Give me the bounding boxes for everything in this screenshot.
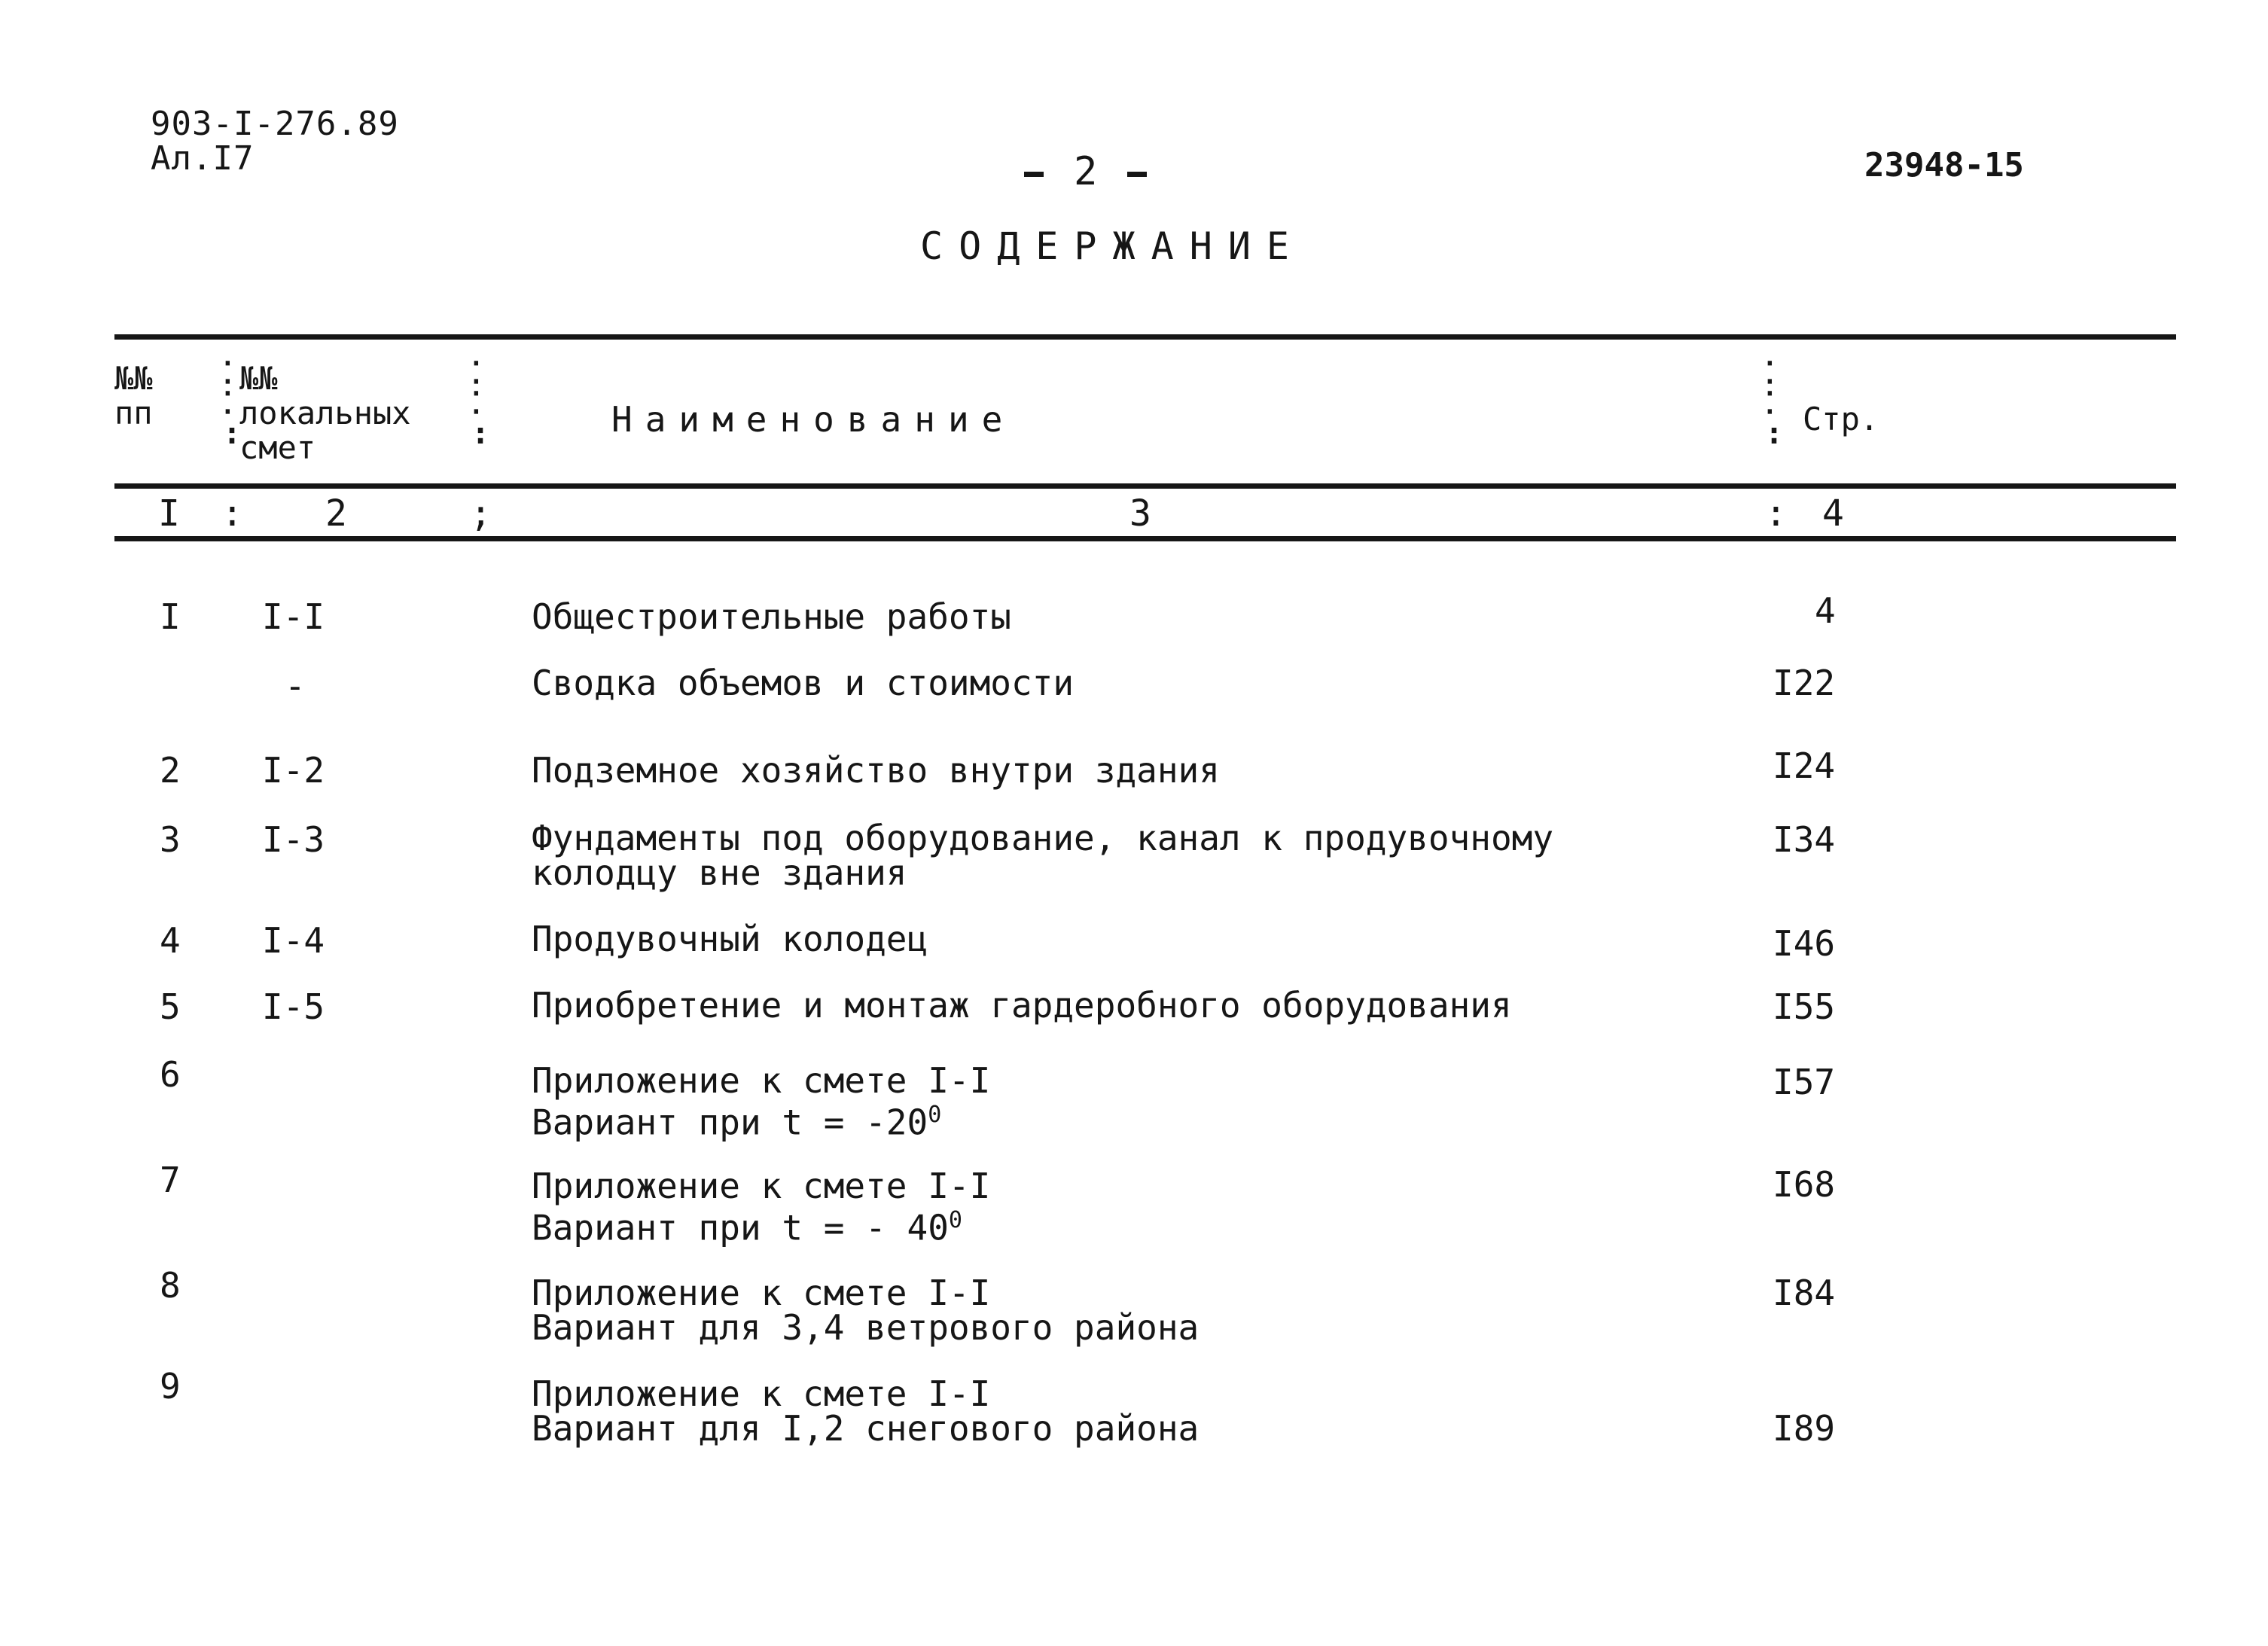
row-name-line: Продувочный колодец (532, 919, 928, 959)
degree-mark: 0 (948, 1207, 962, 1233)
row-page: I68 (1773, 1164, 1836, 1205)
row-name (532, 919, 928, 959)
row-name-line: Вариант при t = - 40 (532, 1207, 949, 1248)
contents-title: СОДЕРЖАНИЕ (920, 224, 1306, 268)
row-name-line: Приложение к смете I-I (532, 1060, 991, 1101)
row-estimate: I-3 (262, 819, 325, 860)
row-page: I55 (1773, 986, 1836, 1027)
header-pp-line2: пп (114, 395, 153, 431)
document-code-line1: 903-I-276.89 (151, 105, 399, 143)
separator-dots: ⁚ ⁚ : (1765, 356, 1784, 451)
separator-dots: ⁚ ⁚ : (471, 356, 490, 451)
row-name-line: Общестроительные работы (532, 596, 1011, 637)
page-number-value: 2 (1074, 149, 1098, 194)
row-name (532, 1373, 1200, 1449)
row-page: I24 (1773, 745, 1836, 786)
header-pp (114, 361, 153, 431)
separator-dots: ⁚ ⁚ : (223, 356, 242, 451)
row-name-line: Приложение к смете I-I (532, 1166, 991, 1206)
header-estimate-line3: смет (239, 429, 316, 466)
row-page: I57 (1773, 1062, 1836, 1102)
row-page: I46 (1773, 923, 1836, 964)
row-page: I89 (1773, 1408, 1836, 1449)
row-name-line-with-degree (532, 1098, 990, 1143)
header-estimate-line1: №№ (239, 360, 278, 397)
row-page: I22 (1773, 663, 1836, 703)
header-name: Наименование (611, 399, 1016, 440)
row-name (532, 750, 1220, 791)
document-code (151, 107, 399, 176)
row-name (532, 596, 1011, 637)
row-pp: 5 (160, 986, 181, 1027)
header-estimate (239, 361, 411, 465)
row-name-line: колодцу вне здания (532, 852, 907, 893)
row-name (532, 818, 1554, 893)
row-name (532, 985, 1512, 1026)
row-name-line: Фундаменты под оборудование, канал к продувочному (532, 818, 1554, 858)
page-number (994, 149, 1177, 194)
row-pp: 6 (160, 1054, 181, 1095)
header-estimate-line2: локальных (239, 395, 411, 431)
row-name-line: Приложение к смете I-I (532, 1273, 991, 1313)
row-estimate: - (285, 666, 306, 706)
document-number: 23948-15 (1864, 146, 2024, 184)
row-pp: 2 (160, 750, 181, 791)
row-name-line: Вариант для I,2 снегового района (532, 1408, 1200, 1449)
separator-colon: : (221, 492, 243, 535)
row-name-line: Вариант для 3,4 ветрового района (532, 1307, 1200, 1348)
row-name-line: Подземное хозяйство внутри здания (532, 750, 1220, 791)
column-number-2: 2 (325, 492, 347, 535)
row-name (532, 663, 1075, 703)
row-page: I84 (1773, 1273, 1836, 1313)
row-name-line-with-degree (532, 1203, 990, 1248)
degree-mark: 0 (928, 1102, 942, 1128)
row-name-line: Вариант при t = -20 (532, 1102, 928, 1143)
row-estimate: I-4 (262, 920, 325, 961)
column-number-4: 4 (1822, 492, 1844, 535)
document-code-line2: Ал.I7 (151, 139, 255, 178)
table-top-rule (114, 334, 2176, 340)
row-pp: I (160, 596, 181, 637)
row-estimate: I-5 (262, 986, 325, 1027)
row-name (532, 1273, 1200, 1348)
row-pp: 7 (160, 1160, 181, 1200)
row-pp: 3 (160, 819, 181, 860)
row-pp: 8 (160, 1265, 181, 1306)
separator-colon: ; (470, 492, 492, 535)
row-page: 4 (1815, 590, 1836, 631)
row-name-line: Приобретение и монтаж гардеробного оборудования (532, 985, 1512, 1026)
row-name (532, 1060, 991, 1143)
page-number-dash-left (1024, 172, 1044, 177)
row-estimate: I-I (262, 596, 325, 637)
row-pp: 9 (160, 1366, 181, 1407)
header-bottom-rule (114, 483, 2176, 489)
column-number-1: I (158, 492, 180, 535)
row-name-line: Приложение к смете I-I (532, 1373, 991, 1414)
row-name-line: Сводка объемов и стоимости (532, 663, 1075, 703)
page-number-dash-right (1127, 172, 1147, 177)
row-pp: 4 (160, 920, 181, 961)
row-name (532, 1166, 991, 1248)
row-estimate: I-2 (262, 750, 325, 791)
row-page: I34 (1773, 819, 1836, 860)
header-pp-line1: №№ (114, 360, 153, 397)
column-numbers-bottom-rule (114, 536, 2176, 541)
column-number-3: 3 (1129, 492, 1151, 535)
separator-colon: : (1765, 492, 1787, 535)
header-page: Стр. (1803, 401, 1879, 437)
